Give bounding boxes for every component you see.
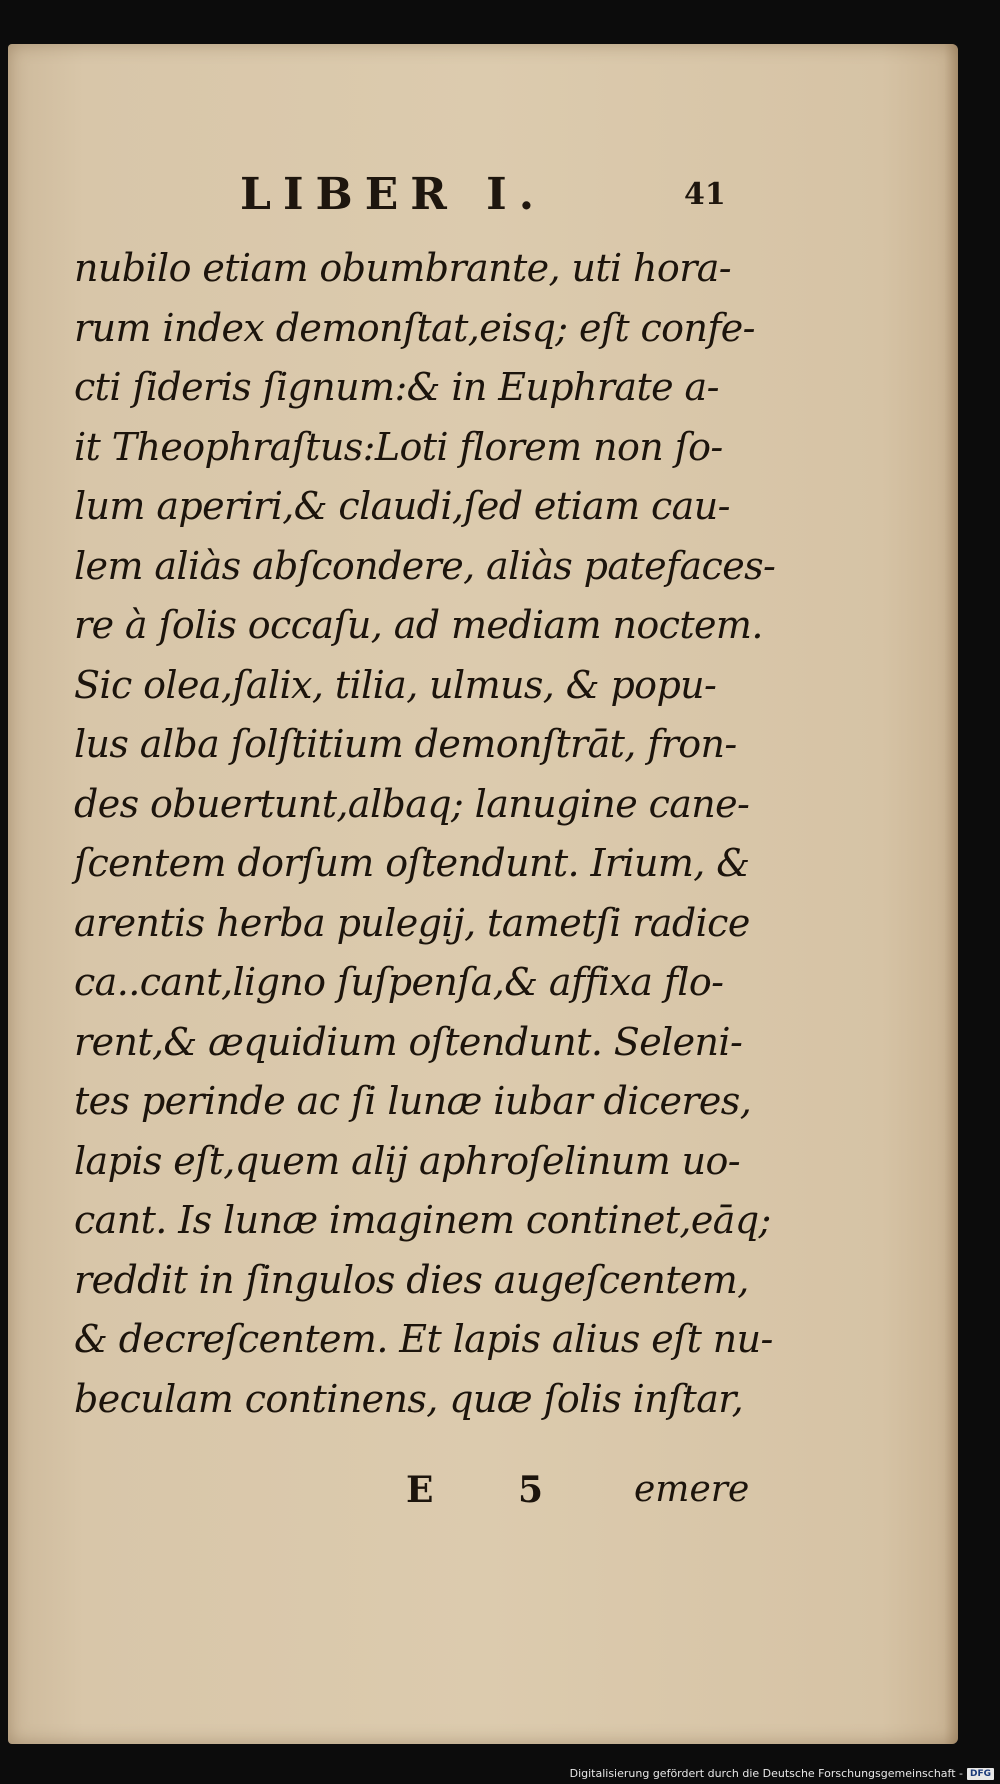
running-title: LIBER I. bbox=[240, 169, 547, 220]
text-line: ſcentem dorſum oſtendunt. Irium, & bbox=[74, 841, 750, 885]
credit-text: Digitalisierung gefördert durch die Deutsche Forschungsgemeinschaft - bbox=[569, 1767, 963, 1780]
text-line: beculam continens, quæ ſolis inſtar, bbox=[74, 1376, 744, 1421]
digitization-credit bbox=[570, 1767, 994, 1780]
text-line: & decreſcentem. Et lapis alius eſt nu- bbox=[74, 1317, 773, 1361]
text-line: arentis herba pulegij, tametſi radice bbox=[74, 900, 750, 945]
text-line: lapis eſt,quem alij aphroſelinum uo- bbox=[74, 1138, 740, 1183]
text-line: nubilo etiam obumbrante, uti hora- bbox=[74, 246, 732, 290]
folio-number: 41 bbox=[684, 177, 726, 212]
body-text bbox=[74, 239, 774, 1429]
book-page bbox=[8, 44, 958, 1744]
text-line: ca..cant,ligno ſuſpenſa,& affixa flo- bbox=[74, 960, 724, 1004]
text-line: cant. Is lunæ imaginem continet,eāq; bbox=[74, 1198, 771, 1242]
running-head bbox=[8, 169, 958, 229]
text-line: cti ſideris ſignum:& in Euphrate a- bbox=[74, 365, 719, 409]
page-foot bbox=[8, 1469, 958, 1529]
text-line: Sic olea,ſalix, tilia, ulmus, & popu- bbox=[74, 662, 717, 707]
text-line: rent,& æquidium oſtendunt. Seleni- bbox=[74, 1019, 743, 1064]
text-line: reddit in ſingulos dies augeſcentem, bbox=[74, 1257, 749, 1302]
text-line: rum index demonſtat,eisq; eſt confe- bbox=[74, 305, 755, 350]
text-line: re à ſolis occaſu, ad mediam noctem. bbox=[74, 603, 763, 647]
signature-mark: E 5 bbox=[406, 1469, 580, 1511]
catchword: emere bbox=[634, 1469, 750, 1510]
text-line: it Theophraſtus:Loti florem non ſo- bbox=[74, 424, 723, 469]
text-line: des obuertunt,albaq; lanugine cane- bbox=[74, 781, 750, 826]
text-line: tes perinde ac ſi lunæ iubar diceres, bbox=[74, 1079, 752, 1123]
dfg-logo-icon: DFG bbox=[967, 1768, 994, 1780]
text-line: lem aliàs abſcondere, aliàs patefaces- bbox=[74, 543, 776, 588]
text-line: lum aperiri,& claudi,ſed etiam cau- bbox=[74, 484, 730, 528]
text-line: lus alba ſolſtitium demonſtrāt, fron- bbox=[74, 722, 737, 766]
